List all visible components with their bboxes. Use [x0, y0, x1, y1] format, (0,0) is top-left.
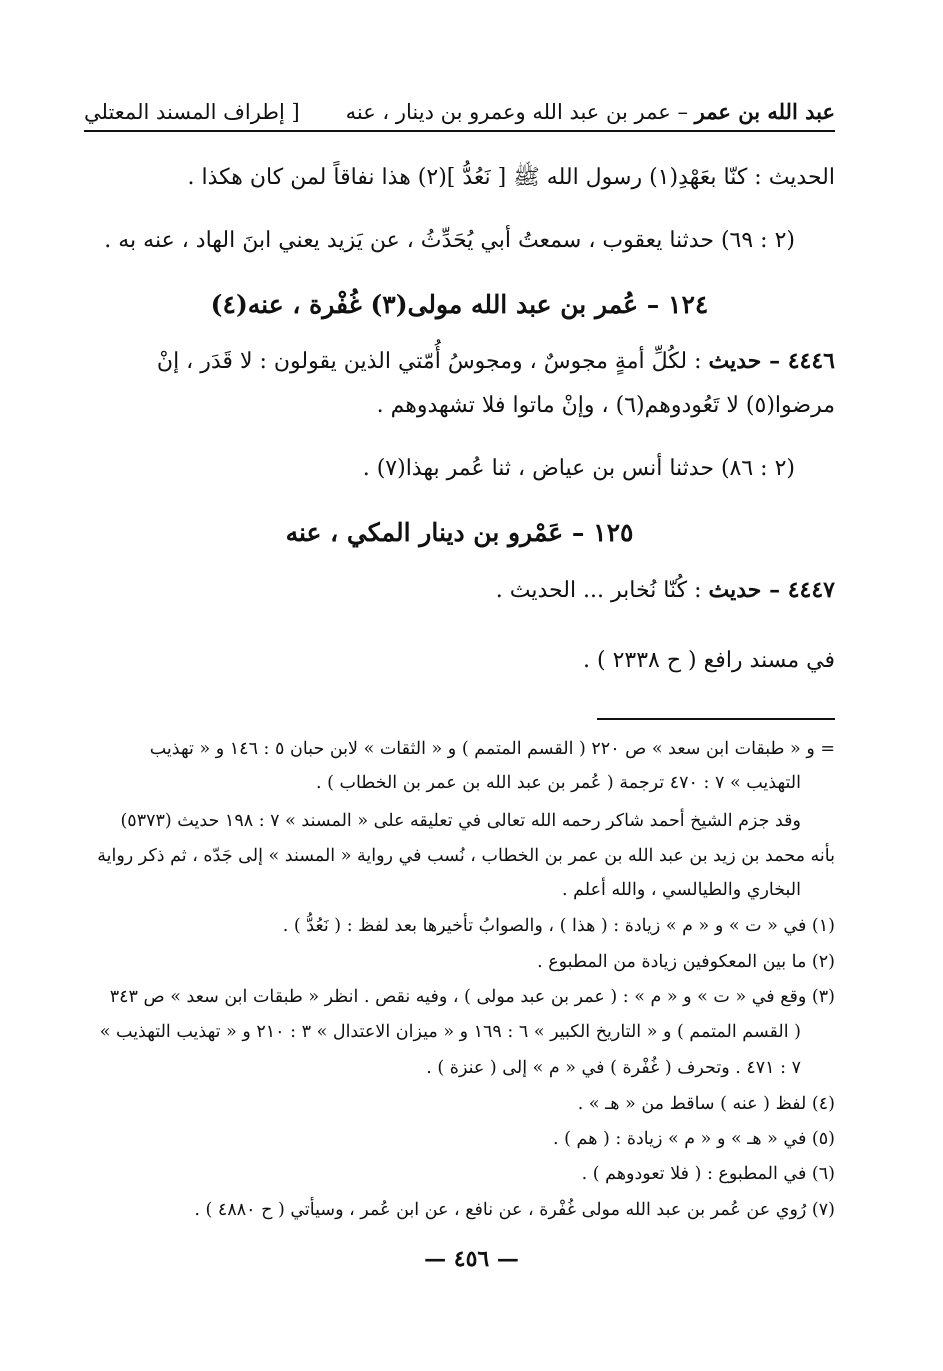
footnote-3-line-1: (٣) وقع في « ت » و « م » : ( عمر بن عبد مولى ) ، وفيه نقص . انظر « طبقات ابن سعد » ص ٣٤٣ — [109, 987, 835, 1007]
footnote-5: (٥) في « هـ » و « م » زيادة : ( هم ) . — [553, 1129, 835, 1149]
footnote-continuation-line-5: البخاري والطيالسي ، والله أعلم . — [562, 880, 801, 900]
footnote-3-line-3: ٧ : ٤٧١ . وتحرف ( غُفْرة ) في « م » إلى ( عنزة ) . — [426, 1058, 801, 1078]
footnote-6: (٦) في المطبوع : ( فلا تعودوهم ) . — [581, 1164, 835, 1184]
text-line-2: (٢ : ٦٩) حدثنا يعقوب ، سمعتُ أبي يُحَدِّثُ ، عن يَزيد يعني ابنَ الهاد ، عنه به . — [104, 228, 795, 253]
header-title-rest: – عمر بن عبد الله وعمرو بن دينار ، عنه — [345, 100, 695, 124]
footnote-7: (٧) رُوي عن عُمر بن عبد الله مولى غُفْرة ، عن نافع ، عن ابن عُمر ، وسيأتي ( ح ٤٨٨٠ ) . — [194, 1200, 835, 1220]
footnote-2: (٢) ما بين المعكوفين زيادة من المطبوع . — [537, 952, 835, 972]
footnote-continuation-line-1: = و « طبقات ابن سعد » ص ٢٢٠ ( القسم المتمم ) و « الثقات » لابن حبان ٥ : ١٤٦ و « تهذيب — [149, 739, 835, 759]
hadith-4446-source: (٢ : ٨٦) حدثنا أنس بن عياض ، ثنا عُمر بهذا(٧) . — [362, 456, 795, 481]
header-title — [346, 99, 835, 124]
reference-line: في مسند رافع ( ح ٢٣٣٨ ) . — [583, 648, 835, 673]
hadith-label: – حديث — [708, 577, 788, 603]
footnote-continuation-line-3: وقد جزم الشيخ أحمد شاكر رحمه الله تعالى في تعليقه على « المسند » ٧ : ١٩٨ حديث (٥٣٧٣) — [120, 811, 801, 831]
footnote-1: (١) في « ت » و « م » زيادة : ( هذا ) ، والصوابُ تأخيرها بعد لفظ : ( نَعُدُّ ) . — [282, 916, 835, 936]
section-title-124: ١٢٤ – عُمر بن عبد الله مولى(٣) غُفْرة ، عنه(٤) — [210, 290, 709, 319]
footnote-3-line-2: ( القسم المتمم ) و « التاريخ الكبير » ٦ : ١٦٩ و « ميزان الاعتدال » ٣ : ٢١٠ و « تهذيب التهذيب » — [99, 1022, 801, 1042]
hadith-number: ٤٤٤٦ — [787, 348, 835, 374]
header-title-bold: عبد الله بن عمر — [694, 99, 835, 124]
header-book-title: [ إطراف المسند المعتلي — [84, 100, 300, 124]
running-header — [84, 92, 835, 132]
hadith-text: : كُنّا نُخابر ... الحديث . — [495, 578, 709, 603]
hadith-number: ٤٤٤٧ — [787, 577, 835, 603]
footnote-continuation-line-4: بأنه محمد بن زيد بن عبد الله بن عمر بن الخطاب ، نُسب في رواية « المسند » إلى جَدّه ، ثم ذكر رواية — [97, 846, 835, 866]
footnote-separator — [597, 718, 835, 720]
section-title-125: ١٢٥ – عَمْرو بن دينار المكي ، عنه — [285, 518, 634, 547]
hadith-4446-line-2: مرضوا(٥) لا تَعُودوهم(٦) ، وإنْ ماتوا فلا تشهدوهم . — [376, 393, 835, 418]
page-number: — ٤٥٦ — — [424, 1246, 519, 1272]
hadith-text: : لكُلِّ أمةٍ مجوسٌ ، ومجوسُ أُمّتي الذين يقولون : لا قَدَر ، إنْ — [156, 349, 709, 374]
hadith-label: – حديث — [708, 348, 788, 374]
hadith-4447-line — [84, 577, 835, 603]
footnote-4: (٤) لفظ ( عنه ) ساقط من « هـ » . — [577, 1094, 835, 1114]
footnote-continuation-line-2: التهذيب » ٧ : ٤٧٠ ترجمة ( عُمر بن عبد الله بن عمر بن الخطاب ) . — [315, 773, 801, 793]
hadith-4446-line-1 — [84, 348, 835, 374]
text-line-1: الحديث : كنّا بعَهْدِ(١) رسول الله ﷺ [ نَعُدُّ ](٢) هذا نفاقاً لمن كان هكذا . — [187, 165, 835, 190]
